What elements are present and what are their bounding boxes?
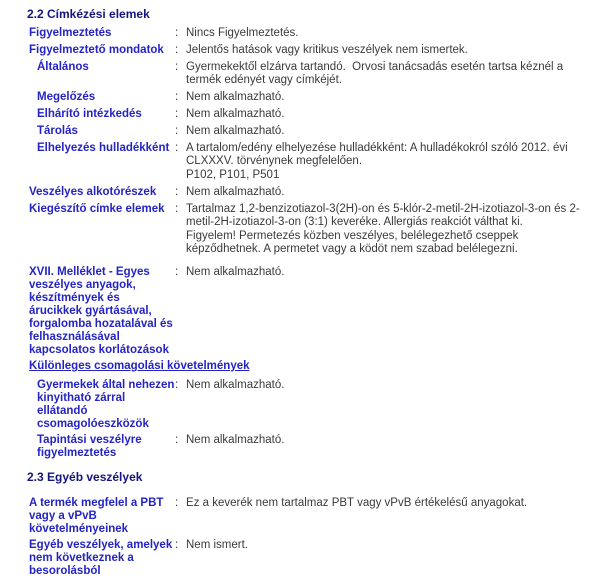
field-value: Nem alkalmazható. bbox=[186, 266, 285, 278]
field-value: Nem alkalmazható. bbox=[186, 108, 285, 120]
field-value: Tartalmaz 1,2-benzizotiazol-3(2H)-on és 5-klór-2-metil-2H-izotiazol-3-on és 2-metil-2H-izotiazol-3-on (3:1) keveréke. Allergiás reakciót válthat ki. Figyelem! Permetezés közben veszélyes, belélegezhető cseppek képződhetnek. A permetet vagy a ködöt nem szabad belélegezni. bbox=[186, 203, 580, 255]
section-heading-other-hazards: 2.3 Egyéb veszélyek bbox=[27, 470, 143, 484]
field-value: Nincs Figyelmeztetés. bbox=[186, 27, 299, 39]
field-row-child-resistant-fastening bbox=[27, 379, 604, 431]
colon-separator: : bbox=[175, 266, 179, 278]
subheading-special-packaging-requirements: Különleges csomagolási követelmények bbox=[29, 360, 250, 372]
field-label: Egyéb veszélyek, amelyek nem következnek a besorolásból bbox=[29, 539, 173, 577]
field-label: Tapintási veszélyre figyelmeztetés bbox=[37, 434, 142, 459]
field-row-other-hazards-not-classified bbox=[27, 539, 604, 578]
field-label: Kiegészítő címke elemek bbox=[29, 203, 165, 215]
field-label: Figyelmeztetés bbox=[29, 27, 112, 39]
field-label: Tárolás bbox=[37, 125, 78, 137]
field-row-pbt-vpvb bbox=[27, 497, 604, 536]
field-row-general bbox=[27, 61, 604, 88]
field-row-hazard-statements bbox=[27, 44, 604, 58]
field-value: Nem alkalmazható. bbox=[186, 379, 285, 391]
colon-separator: : bbox=[175, 379, 179, 391]
colon-separator: : bbox=[175, 27, 179, 39]
field-row-storage bbox=[27, 125, 604, 139]
field-value: A tartalom/edény elhelyezése hulladékként: A hulladékokról szóló 2012. évi CLXXXV. törvénynek megfelelően. P102, P101, P501 bbox=[186, 142, 571, 181]
field-value: Nem ismert. bbox=[186, 539, 248, 551]
field-row-hazardous-ingredients bbox=[27, 186, 604, 200]
field-label: Veszélyes alkotórészek bbox=[29, 186, 157, 198]
colon-separator: : bbox=[175, 91, 179, 103]
field-label: A termék megfelel a PBT vagy a vPvB követelményeinek bbox=[29, 497, 164, 535]
colon-separator: : bbox=[175, 497, 179, 509]
colon-separator: : bbox=[175, 203, 179, 215]
colon-separator: : bbox=[175, 125, 179, 137]
field-row-tactile-warning bbox=[27, 434, 604, 460]
colon-separator: : bbox=[175, 186, 179, 198]
field-value: Ez a keverék nem tartalmaz PBT vagy vPvB értékelésű anyagokat. bbox=[186, 497, 528, 509]
colon-separator: : bbox=[175, 108, 179, 120]
section-heading-labelling-elements: 2.2 Címkézési elemek bbox=[27, 7, 150, 21]
field-row-response bbox=[27, 108, 604, 122]
field-value: Gyermekektől elzárva tartandó. Orvosi tanácsadás esetén tartsa kéznél a termék edényét vagy címkéjét. bbox=[186, 61, 567, 86]
field-value: Nem alkalmazható. bbox=[186, 434, 285, 446]
field-row-disposal bbox=[27, 142, 604, 183]
field-value: Nem alkalmazható. bbox=[186, 91, 285, 103]
field-label: Elhárító intézkedés bbox=[37, 108, 142, 120]
field-label: Általános bbox=[37, 61, 89, 73]
field-label: Megelőzés bbox=[37, 91, 96, 103]
field-value: Jelentős hatások vagy kritikus veszélyek nem ismertek. bbox=[186, 44, 468, 56]
colon-separator: : bbox=[175, 61, 179, 73]
field-row-prevention bbox=[27, 91, 604, 105]
field-label: Gyermekek által nehezen kinyitható zárral ellátandó csomagolóeszközök bbox=[37, 379, 175, 430]
field-label: XVII. Melléklet - Egyes veszélyes anyagok, készítmények és árucikkek gyártásával, forgalomba hozatalával és felhasználásával kapcsolatos korlátozások bbox=[29, 266, 173, 356]
colon-separator: : bbox=[175, 539, 179, 551]
field-row-signal-word bbox=[27, 27, 604, 41]
field-label: Figyelmeztető mondatok bbox=[29, 44, 164, 56]
field-label: Elhelyezés hulladékként bbox=[37, 142, 170, 154]
field-row-supplemental-label-elements bbox=[27, 203, 604, 257]
colon-separator: : bbox=[175, 44, 179, 56]
colon-separator: : bbox=[175, 434, 179, 446]
field-row-annex-xvii-restrictions bbox=[27, 266, 604, 357]
field-value: Nem alkalmazható. bbox=[186, 186, 285, 198]
colon-separator: : bbox=[175, 142, 179, 154]
field-value: Nem alkalmazható. bbox=[186, 125, 285, 137]
